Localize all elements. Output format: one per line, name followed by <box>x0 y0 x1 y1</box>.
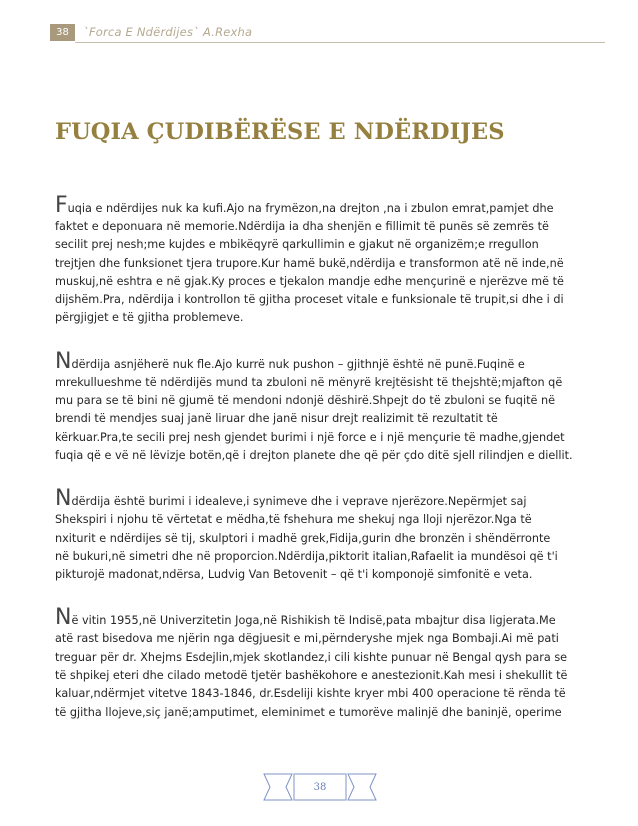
text-line: secilit prej nesh;me kujdes e mbikëqyrë qarkullimin e gjakut në organizëm;e rregullon <box>55 238 539 252</box>
running-header <box>50 22 252 42</box>
paragraph-3 <box>55 483 565 584</box>
text-line: muskuj,në eshtra e në gjak.Ky proces e tjekalon mandje edhe mençurinë e njerëzve më të <box>55 274 564 288</box>
text-line: dërdija është burimi i idealeve,i synimeve dhe i veprave njerëzore.Nepërmjet saj <box>71 495 527 509</box>
text-line: treguar për dr. Xhejms Esdejlin,mjek skotlandez,i cili kishte punuar në Bengal qysh para se <box>55 650 568 664</box>
text-line: kërkuar.Pra,te secili prej nesh gjendet burimi i një force e i një mençurie të madhe,gjendet <box>55 430 565 444</box>
paragraph-first-line <box>55 346 565 374</box>
running-title: `Forca E Ndërdijes` A.Rexha <box>83 25 253 39</box>
text-line: trejtjen dhe funksionet tjera trupore.Kur hamë bukë,ndërdija e transformon atë në inde,në <box>55 256 564 270</box>
paragraph-first-line <box>55 483 565 511</box>
text-line: mrekullueshme të ndërdijës mund ta zbuloni në mënyrë krejtësisht të thejshtë;mjafton që <box>55 375 563 389</box>
initial-letter: N <box>55 348 72 374</box>
initial-letter: N <box>55 605 72 631</box>
chapter-title: FUQIA ÇUDIBËRËSE E NDËRDIJES <box>55 119 505 145</box>
text-line: përgjigjet e të gjitha problemeve. <box>55 311 244 325</box>
text-line: uqia e ndërdijes nuk ka kufi.Ajo na frymëzon,na drejton ,na i zbulon emrat,pamjet dhe <box>67 202 554 215</box>
text-line: kaluar,ndërmjet vitetve 1843-1846, dr.Esdeliji kishte kryer mbi 400 operacione të rënda të <box>55 687 566 701</box>
text-line: fuqia që e vë në lëvizje botën,që i drejton planete dhe që për çdo ditë sjell rilindjen e diellit. <box>55 448 573 462</box>
text-line: dërdija asnjëherë nuk fle.Ajo kurrë nuk pushon – gjithnjë është në punë.Fuqinë e <box>71 357 525 371</box>
text-line: mu para se të bini në gjumë të mendoni ndonjë dëshirë.Shpejt do të zbuloni se fuqitë në <box>55 394 556 408</box>
text-line: në bukuri,në simetri dhe në proporcion.Ndërdija,piktorit italian,Rafaelit ia mundësoi që t'i <box>55 549 558 563</box>
text-line: të shpikej eteri dhe cilado metodë tjetër bashëkohore e anestezionit.Kah mesi i shekullit të <box>55 669 568 683</box>
text-line: nxiturit e ndërdijes së tij, skulptori i madhë grek,Fidija,gurin dhe bronzën i shëndërronte <box>55 531 551 545</box>
text-line: atë rast bisedova me njërin nga dëgjuesit e mi,përnderyshe mjek nga Bombaji.Ai më pati <box>55 632 559 646</box>
header-page-number: 38 <box>50 24 75 41</box>
text-line: Shekspiri i njohu të vërtetat e mëdha,të fshehura me shekuj nga lloji njerëzor.Nga të <box>55 513 532 527</box>
paragraph-2 <box>55 346 573 465</box>
text-line: ë vitin 1955,në Univerzitetin Joga,në Rishikish të Indisë,pata mbajtur disa ligjerata.Me <box>71 614 556 628</box>
footer-page-number: 38 <box>313 781 327 793</box>
text-line: brendi të mendjes suaj janë liruar dhe janë nisur drejt realizimit të rezultatit të <box>55 412 498 426</box>
text-line: të gjitha llojeve,siç janë;amputimet, eleminimet e tumorëve malinjë dhe baninjë, operime <box>55 705 562 719</box>
initial-letter: N <box>55 486 72 512</box>
body-text <box>55 190 573 722</box>
initial-letter: F <box>55 193 68 218</box>
text-line: faktet e deponuara në memorie.Ndërdija ia dha shenjën e fillimit të punës së zemrës të <box>55 220 549 233</box>
text-line: pikturojë madonat,ndërsa, Ludvig Van Betovenit – që t'i komponojë simfonitë e veta. <box>55 568 533 582</box>
paragraph-first-line <box>55 190 565 218</box>
paragraph-1 <box>55 190 565 328</box>
footer-page-ornament <box>262 770 378 804</box>
paragraph-first-line <box>55 602 565 630</box>
paragraph-4 <box>55 602 568 721</box>
header-divider <box>75 42 605 43</box>
text-line: dijshëm.Pra, ndërdija i kontrollon të gjitha proceset vitale e funksionale të trupit,si dhe i di <box>55 293 564 307</box>
